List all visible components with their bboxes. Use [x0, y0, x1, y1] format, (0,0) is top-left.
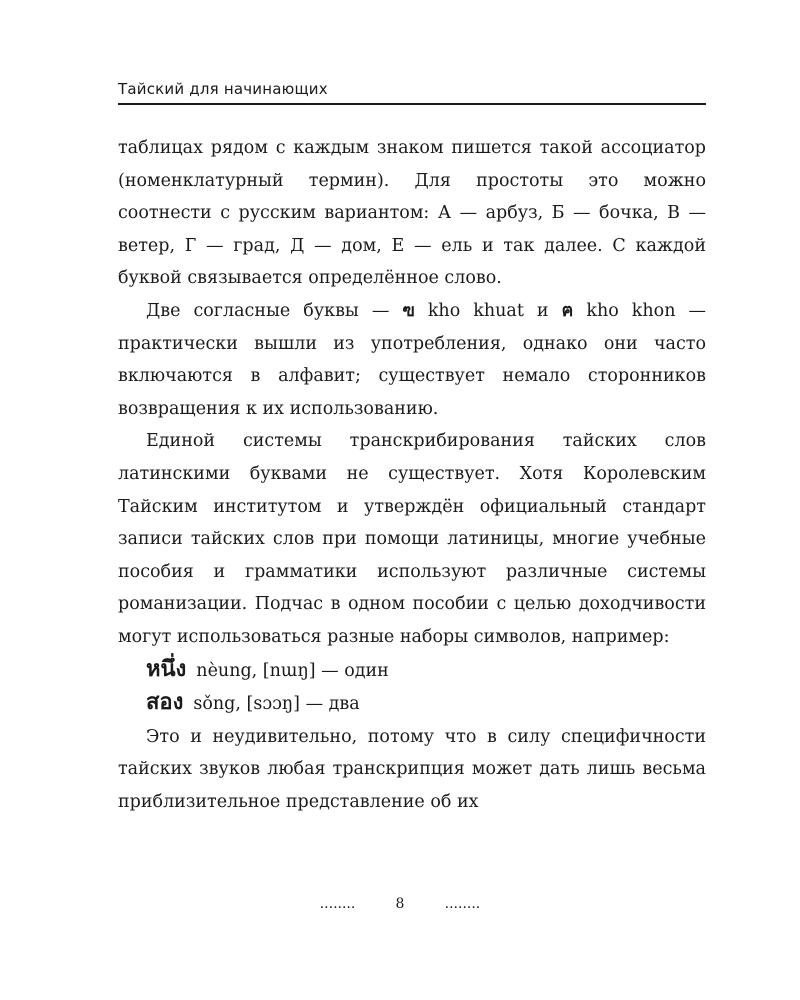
page-body: [118, 132, 706, 818]
paragraph-2-text-before: Две согласные буквы —: [146, 300, 403, 321]
example-thai-word: หนึ่ง: [146, 656, 187, 682]
page-footer: [0, 896, 800, 912]
paragraph-4: Это и неудивительно, потому что в силу специфичности тайских звуков любая транскрипция может дать лишь весьма приблизительное представление об их: [118, 726, 706, 812]
example-line: [118, 654, 706, 688]
letter-name-kho-khon: kho khon: [573, 300, 676, 321]
example-thai-word: สอง: [146, 690, 184, 716]
footer-dots-left: ........: [319, 896, 356, 912]
header-rule: [118, 103, 706, 105]
running-title: Тайский для начинающих: [118, 80, 328, 98]
paragraph-3: Единой системы транскрибирования тайских слов латинскими буквами не существует. Хотя Королевским Тайским институтом и утверждён официальный стандарт записи тайских слов при помощи латиницы, многие учебные пособия и грамматики используют различные системы романизации. Подчас в одном пособии с целью доходчивости могут использоваться разные наборы символов, например:: [118, 431, 706, 647]
paragraph-2-text-after: — практически вышли из употребления, однако они часто включаются в алфавит; существует немало сторонников возвращения к их использованию.: [118, 300, 706, 419]
letter-name-kho-khuat: kho khuat и: [414, 300, 562, 321]
example-romanization: sǒng, [sɔɔŋ] — два: [193, 694, 360, 715]
paragraph-1: таблицах рядом с каждым знаком пишется такой ассоциатор (номенклатурный термин). Для простоты это можно соотнести с русским вариантом: А — арбуз, Б — бочка, В — ветер, Г — град, Д — дом, Е — ель и так далее. С каждой буквой связывается определённое слово.: [118, 138, 706, 289]
thai-letter-kho-khon: ฅ: [561, 300, 574, 321]
paragraph-2: [118, 295, 706, 425]
thai-letter-kho-khuat: ฃ: [402, 300, 415, 321]
example-romanization: nèung, [nɯŋ] — один: [196, 660, 389, 681]
page-number: 8: [395, 896, 405, 912]
example-line: [118, 687, 706, 721]
footer-dots-right: ........: [444, 896, 481, 912]
